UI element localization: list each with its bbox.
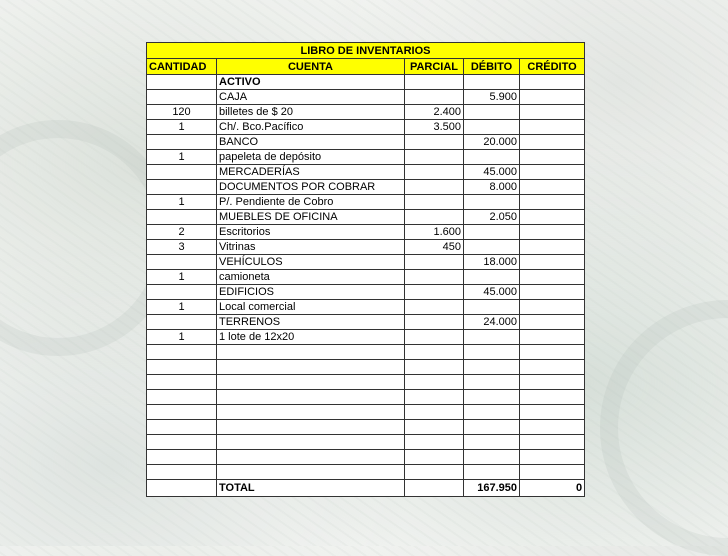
cell-debito xyxy=(464,105,520,120)
cell-debito xyxy=(464,270,520,285)
cell-cantidad xyxy=(147,360,217,375)
cell-parcial xyxy=(405,435,464,450)
cell-cuenta: billetes de $ 20 xyxy=(217,105,405,120)
cell-credito xyxy=(520,285,585,300)
cell-cuenta: 1 lote de 12x20 xyxy=(217,330,405,345)
ledger-body xyxy=(147,75,585,480)
cell-parcial: 3.500 xyxy=(405,120,464,135)
table-row xyxy=(147,195,585,210)
cell-cuenta xyxy=(217,360,405,375)
cell-cuenta: DOCUMENTOS POR COBRAR xyxy=(217,180,405,195)
cell-credito xyxy=(520,165,585,180)
table-row xyxy=(147,345,585,360)
total-parcial xyxy=(405,480,464,497)
cell-debito xyxy=(464,390,520,405)
cell-cuenta: Ch/. Bco.Pacífico xyxy=(217,120,405,135)
cell-parcial xyxy=(405,465,464,480)
background-watermark-right xyxy=(600,300,728,556)
cell-credito xyxy=(520,240,585,255)
cell-parcial xyxy=(405,270,464,285)
header-cantidad: CANTIDAD xyxy=(147,59,217,75)
cell-debito xyxy=(464,435,520,450)
cell-cuenta xyxy=(217,465,405,480)
cell-cuenta xyxy=(217,420,405,435)
table-row xyxy=(147,150,585,165)
cell-debito: 45.000 xyxy=(464,165,520,180)
cell-cantidad xyxy=(147,345,217,360)
cell-cantidad xyxy=(147,450,217,465)
cell-debito xyxy=(464,450,520,465)
ledger-title: LIBRO DE INVENTARIOS xyxy=(147,43,585,59)
table-row xyxy=(147,90,585,105)
table-row xyxy=(147,375,585,390)
cell-parcial xyxy=(405,75,464,90)
cell-credito xyxy=(520,375,585,390)
cell-cuenta: MERCADERÍAS xyxy=(217,165,405,180)
cell-credito xyxy=(520,345,585,360)
cell-cantidad xyxy=(147,75,217,90)
cell-cuenta: papeleta de depósito xyxy=(217,150,405,165)
cell-cantidad: 1 xyxy=(147,150,217,165)
cell-parcial xyxy=(405,150,464,165)
cell-debito: 20.000 xyxy=(464,135,520,150)
cell-parcial xyxy=(405,420,464,435)
cell-credito xyxy=(520,420,585,435)
cell-debito xyxy=(464,330,520,345)
cell-parcial xyxy=(405,390,464,405)
cell-credito xyxy=(520,210,585,225)
cell-cantidad xyxy=(147,375,217,390)
total-debito: 167.950 xyxy=(464,480,520,497)
cell-cantidad xyxy=(147,465,217,480)
cell-cuenta: Local comercial xyxy=(217,300,405,315)
cell-parcial xyxy=(405,165,464,180)
cell-parcial: 2.400 xyxy=(405,105,464,120)
total-row xyxy=(147,480,585,497)
cell-parcial xyxy=(405,405,464,420)
cell-debito xyxy=(464,75,520,90)
cell-cuenta: CAJA xyxy=(217,90,405,105)
cell-cantidad: 2 xyxy=(147,225,217,240)
header-cuenta: CUENTA xyxy=(217,59,405,75)
cell-parcial xyxy=(405,360,464,375)
cell-cantidad xyxy=(147,435,217,450)
cell-cuenta xyxy=(217,405,405,420)
cell-debito xyxy=(464,300,520,315)
cell-debito xyxy=(464,420,520,435)
cell-cantidad xyxy=(147,165,217,180)
cell-parcial xyxy=(405,450,464,465)
table-row xyxy=(147,180,585,195)
total-label: TOTAL xyxy=(217,480,405,497)
header-debito: DÉBITO xyxy=(464,59,520,75)
ledger-header-row xyxy=(147,59,585,75)
cell-cantidad: 1 xyxy=(147,300,217,315)
table-row xyxy=(147,435,585,450)
cell-cantidad: 1 xyxy=(147,330,217,345)
cell-debito xyxy=(464,225,520,240)
inventory-ledger-table xyxy=(146,42,585,497)
cell-debito xyxy=(464,405,520,420)
total-credito: 0 xyxy=(520,480,585,497)
table-row xyxy=(147,105,585,120)
cell-debito xyxy=(464,360,520,375)
cell-cuenta xyxy=(217,435,405,450)
cell-parcial xyxy=(405,90,464,105)
cell-parcial: 1.600 xyxy=(405,225,464,240)
table-row xyxy=(147,75,585,90)
cell-debito xyxy=(464,240,520,255)
cell-cantidad: 1 xyxy=(147,270,217,285)
cell-credito xyxy=(520,180,585,195)
header-parcial: PARCIAL xyxy=(405,59,464,75)
table-row xyxy=(147,240,585,255)
table-row xyxy=(147,300,585,315)
cell-credito xyxy=(520,255,585,270)
table-row xyxy=(147,225,585,240)
cell-cantidad: 3 xyxy=(147,240,217,255)
cell-cuenta xyxy=(217,345,405,360)
cell-credito xyxy=(520,270,585,285)
cell-cantidad xyxy=(147,390,217,405)
table-row xyxy=(147,315,585,330)
cell-parcial xyxy=(405,315,464,330)
cell-cantidad xyxy=(147,210,217,225)
cell-credito xyxy=(520,90,585,105)
cell-parcial xyxy=(405,210,464,225)
cell-cantidad: 1 xyxy=(147,120,217,135)
table-row xyxy=(147,360,585,375)
cell-credito xyxy=(520,300,585,315)
cell-debito: 2.050 xyxy=(464,210,520,225)
cell-credito xyxy=(520,120,585,135)
cell-debito: 24.000 xyxy=(464,315,520,330)
table-row xyxy=(147,135,585,150)
cell-cuenta: P/. Pendiente de Cobro xyxy=(217,195,405,210)
cell-debito xyxy=(464,150,520,165)
cell-parcial xyxy=(405,375,464,390)
cell-credito xyxy=(520,315,585,330)
cell-cuenta: VEHÍCULOS xyxy=(217,255,405,270)
cell-parcial xyxy=(405,345,464,360)
cell-cantidad xyxy=(147,285,217,300)
cell-debito xyxy=(464,195,520,210)
cell-cantidad: 120 xyxy=(147,105,217,120)
cell-debito xyxy=(464,345,520,360)
cell-credito xyxy=(520,360,585,375)
table-row xyxy=(147,255,585,270)
cell-cuenta xyxy=(217,450,405,465)
cell-credito xyxy=(520,225,585,240)
table-row xyxy=(147,120,585,135)
cell-cuenta: TERRENOS xyxy=(217,315,405,330)
ledger-title-row xyxy=(147,43,585,59)
cell-parcial xyxy=(405,330,464,345)
cell-credito xyxy=(520,195,585,210)
cell-debito: 45.000 xyxy=(464,285,520,300)
cell-cantidad xyxy=(147,255,217,270)
cell-cuenta: BANCO xyxy=(217,135,405,150)
cell-credito xyxy=(520,435,585,450)
cell-debito: 8.000 xyxy=(464,180,520,195)
table-row xyxy=(147,165,585,180)
table-row xyxy=(147,285,585,300)
cell-credito xyxy=(520,75,585,90)
cell-credito xyxy=(520,465,585,480)
cell-cantidad xyxy=(147,405,217,420)
cell-cuenta: Escritorios xyxy=(217,225,405,240)
cell-cuenta: camioneta xyxy=(217,270,405,285)
cell-cuenta: EDIFICIOS xyxy=(217,285,405,300)
table-row xyxy=(147,270,585,285)
cell-credito xyxy=(520,390,585,405)
cell-cuenta xyxy=(217,390,405,405)
cell-cuenta: ACTIVO xyxy=(217,75,405,90)
cell-credito xyxy=(520,105,585,120)
cell-parcial xyxy=(405,285,464,300)
table-row xyxy=(147,210,585,225)
cell-parcial xyxy=(405,180,464,195)
table-row xyxy=(147,390,585,405)
cell-debito xyxy=(464,465,520,480)
table-row xyxy=(147,450,585,465)
cell-cuenta: MUEBLES DE OFICINA xyxy=(217,210,405,225)
table-row xyxy=(147,405,585,420)
total-cantidad xyxy=(147,480,217,497)
cell-parcial: 450 xyxy=(405,240,464,255)
cell-credito xyxy=(520,405,585,420)
cell-debito: 18.000 xyxy=(464,255,520,270)
cell-parcial xyxy=(405,300,464,315)
table-row xyxy=(147,420,585,435)
cell-credito xyxy=(520,330,585,345)
cell-parcial xyxy=(405,255,464,270)
cell-credito xyxy=(520,150,585,165)
cell-credito xyxy=(520,450,585,465)
cell-debito xyxy=(464,120,520,135)
cell-parcial xyxy=(405,135,464,150)
cell-cuenta xyxy=(217,375,405,390)
cell-cantidad xyxy=(147,180,217,195)
cell-cantidad xyxy=(147,420,217,435)
cell-debito xyxy=(464,375,520,390)
table-row xyxy=(147,465,585,480)
cell-cuenta: Vitrinas xyxy=(217,240,405,255)
cell-cantidad: 1 xyxy=(147,195,217,210)
cell-cantidad xyxy=(147,90,217,105)
cell-cantidad xyxy=(147,135,217,150)
cell-debito: 5.900 xyxy=(464,90,520,105)
cell-cantidad xyxy=(147,315,217,330)
cell-credito xyxy=(520,135,585,150)
header-credito: CRÉDITO xyxy=(520,59,585,75)
cell-parcial xyxy=(405,195,464,210)
table-row xyxy=(147,330,585,345)
